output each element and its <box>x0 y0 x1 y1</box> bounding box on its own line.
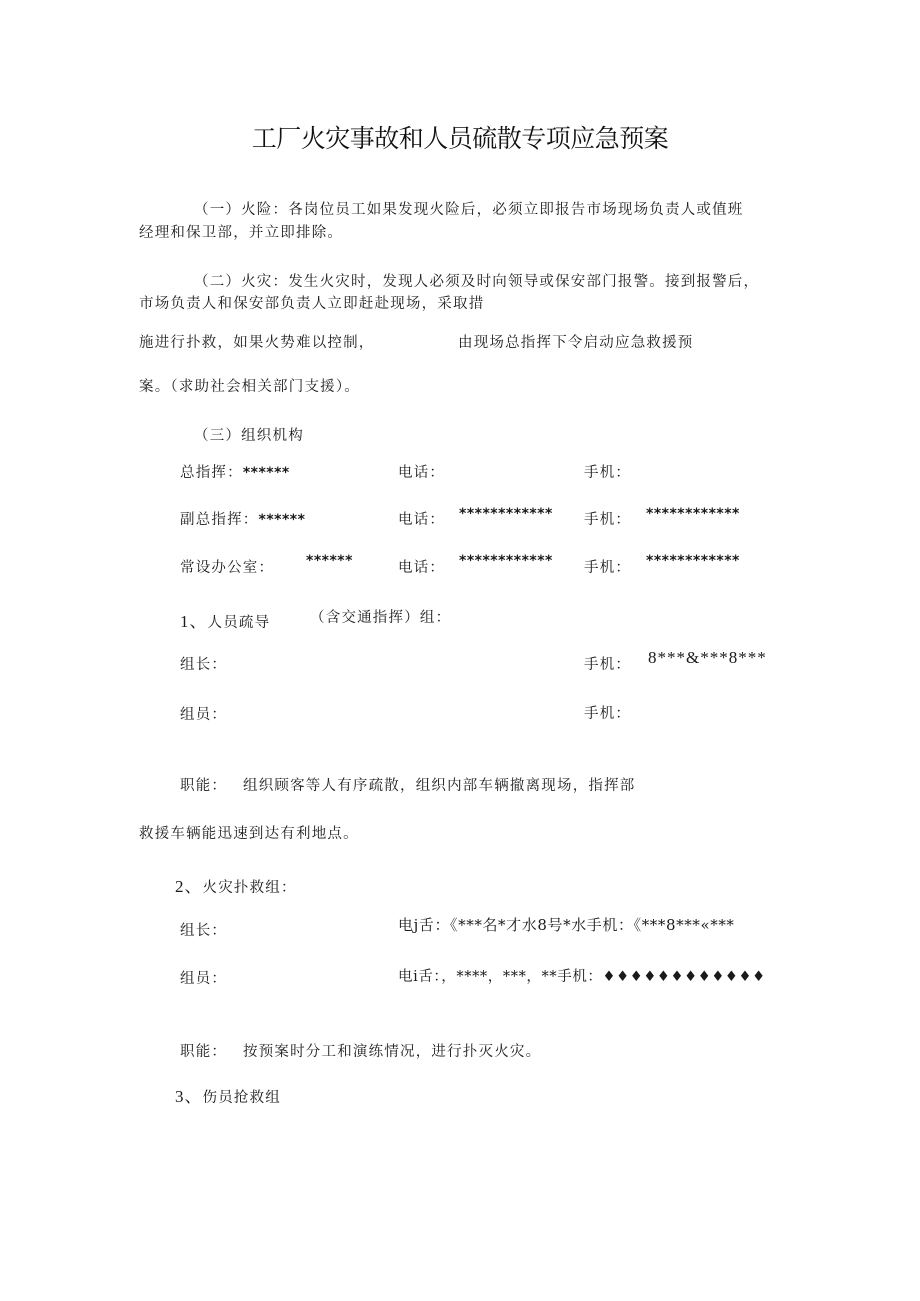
group1-title: 人员疏导 <box>207 615 271 631</box>
group1-heading <box>180 607 270 632</box>
org-row-3-phone-label: 电话： <box>398 560 446 576</box>
org-row-1-phone-label: 电话： <box>398 465 446 481</box>
group1-leader-mobile-value: 8***&***8*** <box>648 648 767 667</box>
group2-leader-contact: 电j舌：《***名*才水8号*水手机：《***8***«*** <box>398 916 735 934</box>
org-row-3-mobile-label: 手机： <box>584 560 632 576</box>
org-row-3-phone-value: ************ <box>459 553 553 569</box>
section3-heading: （三）组织机构 <box>194 428 304 444</box>
group2-member-label: 组员： <box>180 971 228 987</box>
org-row-2-phone-value: ************ <box>459 506 553 522</box>
org-row-2-mobile-label: 手机： <box>584 512 632 528</box>
group3-heading <box>175 1082 281 1107</box>
group1-leader-label: 组长： <box>180 657 228 673</box>
org-row-2-role-value: ****** <box>258 512 306 528</box>
group1-member-label: 组员： <box>180 707 228 723</box>
group1-leader-mobile-label: 手机： <box>584 657 632 673</box>
group1-duty-text2: 救援车辆能迅速到达有利地点。 <box>139 826 359 842</box>
page-title: 工厂火灾事故和人员硫散专项应急预案 <box>251 124 669 153</box>
group2-title: 火灾扑救组： <box>202 880 297 896</box>
group1-title-b: （含交通指挥）组： <box>310 610 452 626</box>
group3-title: 伤员抢救组 <box>202 1090 281 1106</box>
group1-member-mobile-label: 手机： <box>584 706 632 722</box>
org-row-3-role-value: ****** <box>306 553 353 569</box>
section1-line2: 经理和保卫部，并立即排除。 <box>139 225 344 241</box>
org-row-2-mobile-value: ************ <box>646 506 740 522</box>
org-row-3-role: 常设办公室： <box>180 560 275 576</box>
group2-member-contact: 电i舌：，****，***，**手机：♦♦♦♦♦♦♦♦♦♦♦♦ <box>398 969 766 985</box>
org-row-1-mobile-label: 手机： <box>584 465 632 481</box>
section2-line2: 市场负责人和保安部负责人立即赶赴现场，采取措 <box>139 296 485 312</box>
group1-duty-label: 职能： <box>180 778 228 794</box>
group2-duty-text: 按预案时分工和演练情况，进行扑灭火灾。 <box>243 1044 542 1060</box>
org-row-3-mobile-value: ************ <box>646 553 740 569</box>
section2-line3b: 由现场总指挥下令启动应急救援预 <box>458 335 694 351</box>
org-row-1-role: 总指挥：****** <box>180 465 290 481</box>
group2-number: 2、 <box>175 877 203 896</box>
group1-duty-text: 组织顾客等人有序疏散，组织内部车辆撤离现场，指挥部 <box>243 778 636 794</box>
org-row-2-role: 副总指挥：****** <box>180 512 306 528</box>
org-row-1-role-value: ****** <box>242 465 290 481</box>
group2-heading <box>175 872 297 897</box>
group3-number: 3、 <box>175 1087 203 1106</box>
section2-line4: 案。（求助社会相关部门支援）。 <box>139 379 360 395</box>
section2-line3a: 施进行扑救，如果火势难以控制， <box>139 335 375 351</box>
group2-leader-label: 组长： <box>180 923 228 939</box>
section2-line1: （二）火灾：发生火灾时，发现人必须及时向领导或保安部门报警。接到报警后， <box>194 274 760 290</box>
group1-number: 1、 <box>180 612 208 631</box>
org-row-2-phone-label: 电话： <box>398 512 446 528</box>
group2-duty-label: 职能： <box>180 1044 228 1060</box>
section1-line1: （一）火险：各岗位员工如果发现火险后，必须立即报告市场现场负责人或值班 <box>194 202 744 218</box>
